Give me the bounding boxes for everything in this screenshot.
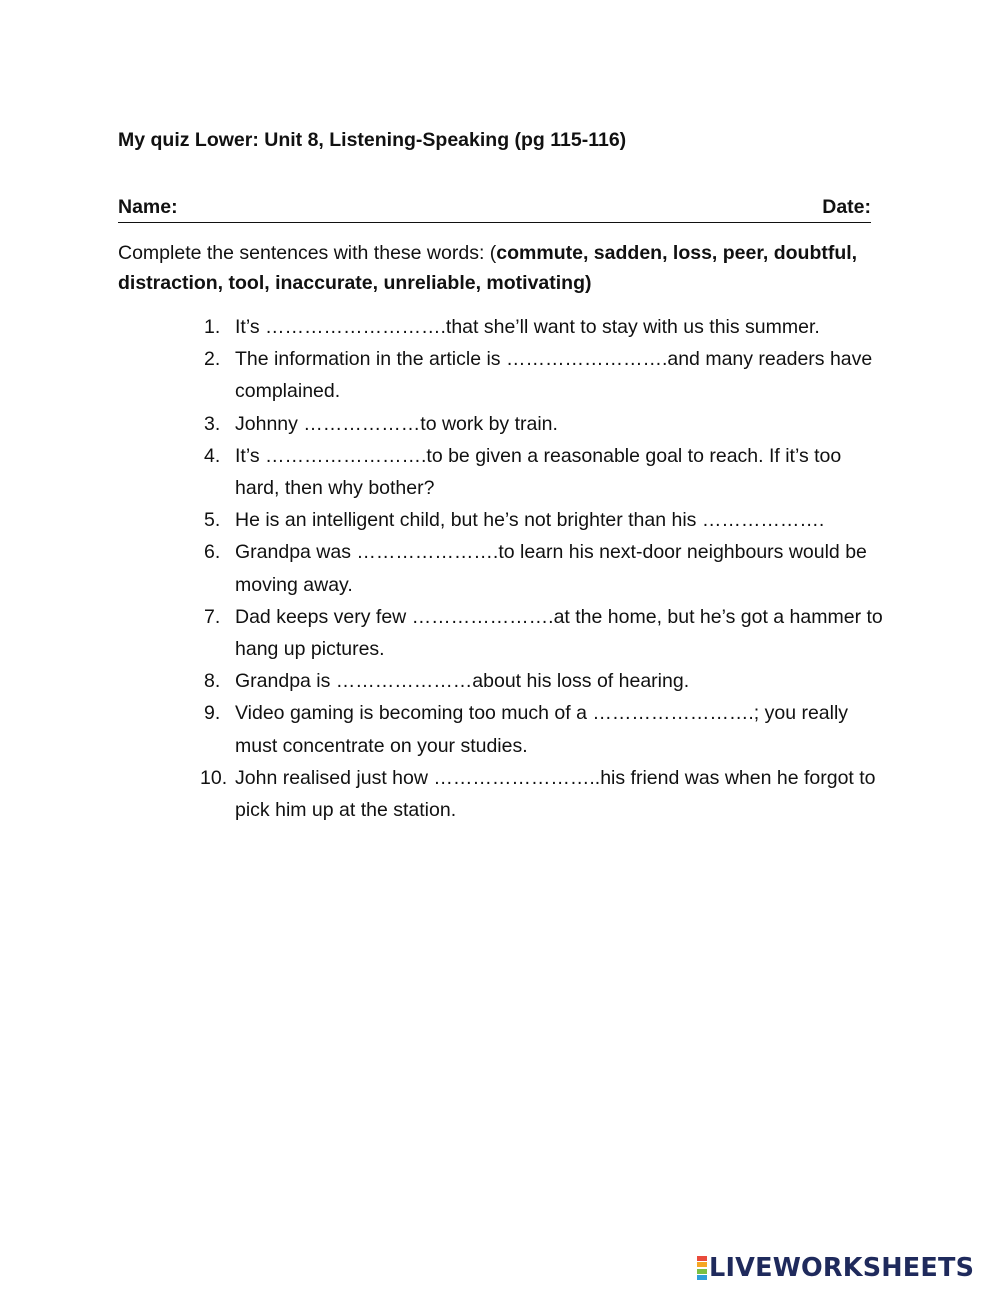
question-number: 4.: [204, 444, 221, 467]
page-title: My quiz Lower: Unit 8, Listening-Speaking (pg 115-116): [118, 129, 627, 151]
question-number: 7.: [204, 605, 221, 628]
question-text: Grandpa was ………………….to learn his next-door neighbours would be moving away.: [235, 541, 867, 596]
instructions: [118, 238, 878, 298]
question-item: [200, 536, 890, 600]
word-bank: commute, sadden, loss, peer, doubtful, distraction, tool, inaccurate, unreliable, motivating): [118, 242, 858, 294]
question-item: [200, 440, 890, 504]
question-item: [200, 343, 890, 407]
question-text: It’s …………………….to be given a reasonable goal to reach. If it’s too hard, then why bother?: [235, 444, 842, 500]
question-text: Dad keeps very few ………………….at the home, but he’s got a hammer to hang up pictures.: [235, 605, 883, 661]
question-number: 10.: [200, 766, 228, 789]
question-list: [200, 311, 890, 826]
logo-text: LIVEWORKSHEETS: [709, 1253, 975, 1283]
question-item: [200, 408, 890, 440]
question-text: John realised just how ……………………..his friend was when he forgot to pick him up at the station.: [235, 766, 876, 822]
liveworksheets-logo: [697, 1253, 974, 1283]
name-date-row: [118, 196, 871, 223]
question-item: [200, 601, 890, 665]
question-item: [200, 697, 890, 761]
question-item: [200, 762, 890, 826]
question-text: He is an intelligent child, but he’s not brighter than his ……………….: [235, 509, 825, 532]
question-number: 6.: [204, 541, 221, 564]
question-item: [200, 504, 890, 536]
question-text: The information in the article is …………………….and many readers have complained.: [235, 348, 873, 403]
question-text: Video gaming is becoming too much of a …………………….; you really must concentrate on your studies.: [235, 702, 849, 757]
date-label: Date:: [822, 196, 871, 218]
question-number: 1.: [204, 316, 221, 338]
question-item: [200, 311, 890, 343]
question-number: 2.: [204, 348, 221, 371]
question-text: Grandpa is …………………about his loss of hearing.: [235, 670, 690, 693]
question-text: Johnny ………………to work by train.: [235, 412, 558, 435]
liveworksheets-logo-icon: [697, 1256, 707, 1280]
question-number: 5.: [204, 509, 221, 532]
question-number: 8.: [204, 670, 221, 693]
question-number: 3.: [204, 412, 221, 435]
instruction-prefix: Complete the sentences with these words: (: [118, 242, 497, 264]
question-item: [200, 665, 890, 697]
name-label: Name:: [118, 196, 178, 218]
question-number: 9.: [204, 702, 221, 725]
question-text: It’s ……………………….that she’ll want to stay with us this summer.: [235, 316, 820, 338]
